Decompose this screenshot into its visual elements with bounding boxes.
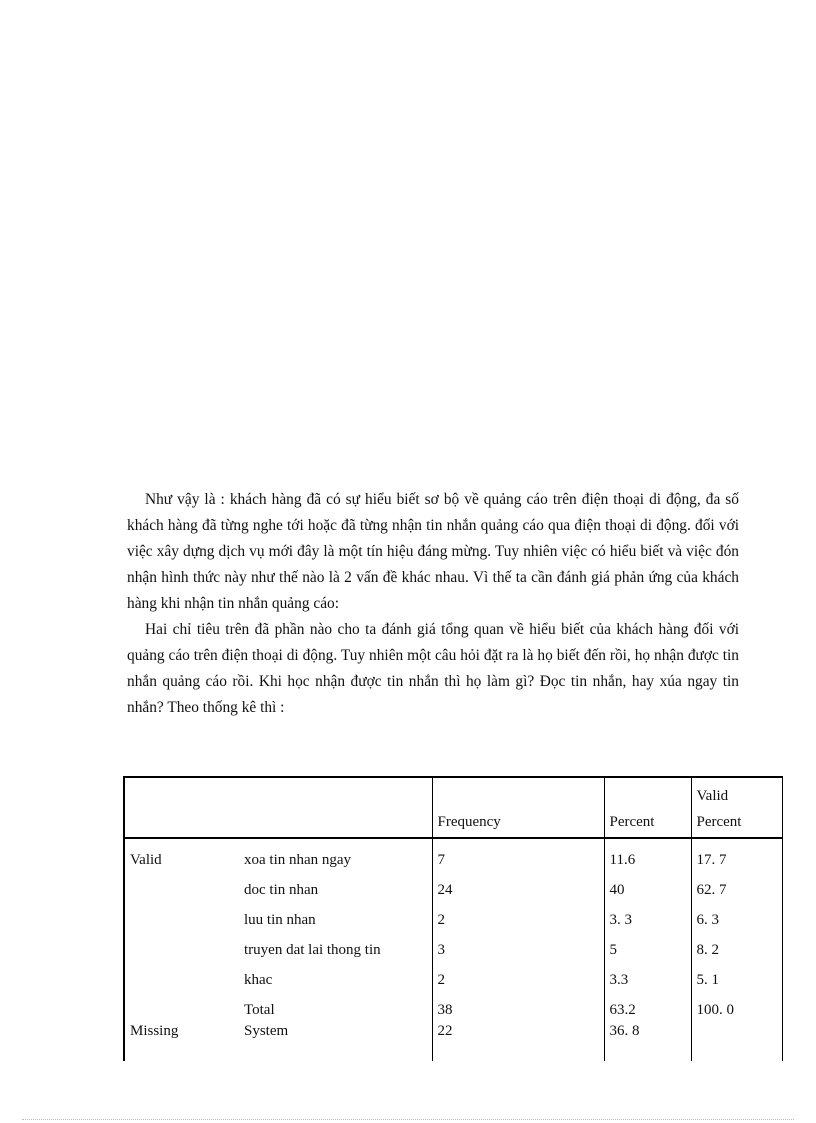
paragraph-2: Hai chỉ tiêu trên đã phần nào cho ta đánh giá tổng quan về hiểu biết của khách hàng đối với quảng cáo trên điện thoại di động. Tuy nhiên một câu hỏi đặt ra là họ biết đến rồi, họ nhận được tin nhắn quảng cáo rồi. Khi học nhận được tin nhắn thì họ làm gì? Đọc tin nhắn, hay xúa ngay tin nhắn? Theo thống kê thì : <box>127 621 739 716</box>
frequency-table <box>123 776 783 1061</box>
row-valid-percent: 5. 1 <box>691 959 782 989</box>
row-group: Valid <box>124 838 239 869</box>
header-valid-percent <box>691 777 782 838</box>
header-blank <box>124 777 239 838</box>
row-valid-percent: 6. 3 <box>691 899 782 929</box>
row-group <box>124 929 239 959</box>
header-valid-percent-line2: Percent <box>696 814 742 830</box>
table-header-row <box>124 777 782 838</box>
row-frequency: 3 <box>432 929 604 959</box>
row-label: Total <box>244 1002 275 1018</box>
header-percent: Percent <box>604 777 691 838</box>
row-group <box>124 869 239 899</box>
paragraph-1: Như vậy là : khách hàng đã có sự hiểu biết sơ bộ về quảng cáo trên điện thoại di động, đa số khách hàng đã từng nghe tới hoặc đã từng nhận tin nhắn quảng cáo qua điện thoại di động. đối với việc xây dựng dịch vụ mới đây là một tín hiệu đáng mừng. Tuy nhiên việc có hiểu biết và việc đón nhận hình thức này như thế nào là 2 vấn đề khác nhau. Vì thế ta cần đánh giá phản ứng của khách hàng khi nhận tin nhắn quảng cáo: <box>127 491 739 612</box>
row-group <box>124 899 239 929</box>
header-valid-percent-line1: Valid <box>696 788 729 804</box>
row-group <box>124 989 239 1019</box>
table-row <box>124 1019 782 1061</box>
table-row <box>124 959 782 989</box>
row-valid-percent: 62. 7 <box>691 869 782 899</box>
row-label: System <box>244 1023 289 1039</box>
row-percent: 3. 3 <box>604 899 691 929</box>
table-row <box>124 929 782 959</box>
row-frequency: 22 <box>432 1019 604 1061</box>
table-row <box>124 899 782 929</box>
row-percent: 63.2 <box>604 989 691 1019</box>
table-row <box>124 838 782 869</box>
row-percent: 36. 8 <box>604 1019 691 1061</box>
row-frequency: 24 <box>432 869 604 899</box>
row-valid-percent <box>691 1019 782 1061</box>
row-group: Missing <box>124 1019 239 1061</box>
row-frequency: 2 <box>432 959 604 989</box>
body-text <box>127 487 739 721</box>
row-frequency: 7 <box>432 838 604 869</box>
row-valid-percent: 8. 2 <box>691 929 782 959</box>
row-label: luu tin nhan <box>244 912 316 928</box>
row-frequency: 2 <box>432 899 604 929</box>
row-frequency: 38 <box>432 989 604 1019</box>
row-group <box>124 959 239 989</box>
row-label: xoa tin nhan ngay <box>244 852 352 868</box>
row-valid-percent: 100. 0 <box>691 989 782 1019</box>
row-percent: 40 <box>604 869 691 899</box>
row-label: khac <box>244 972 273 988</box>
row-label: truyen dat lai thong tin <box>244 942 381 958</box>
row-percent: 11.6 <box>604 838 691 869</box>
row-percent: 3.3 <box>604 959 691 989</box>
table-row <box>124 989 782 1019</box>
row-valid-percent: 17. 7 <box>691 838 782 869</box>
header-blank <box>239 777 432 838</box>
row-label: doc tin nhan <box>244 882 319 898</box>
page-bottom-divider <box>22 1119 794 1120</box>
row-percent: 5 <box>604 929 691 959</box>
header-frequency: Frequency <box>432 777 604 838</box>
table-row <box>124 869 782 899</box>
